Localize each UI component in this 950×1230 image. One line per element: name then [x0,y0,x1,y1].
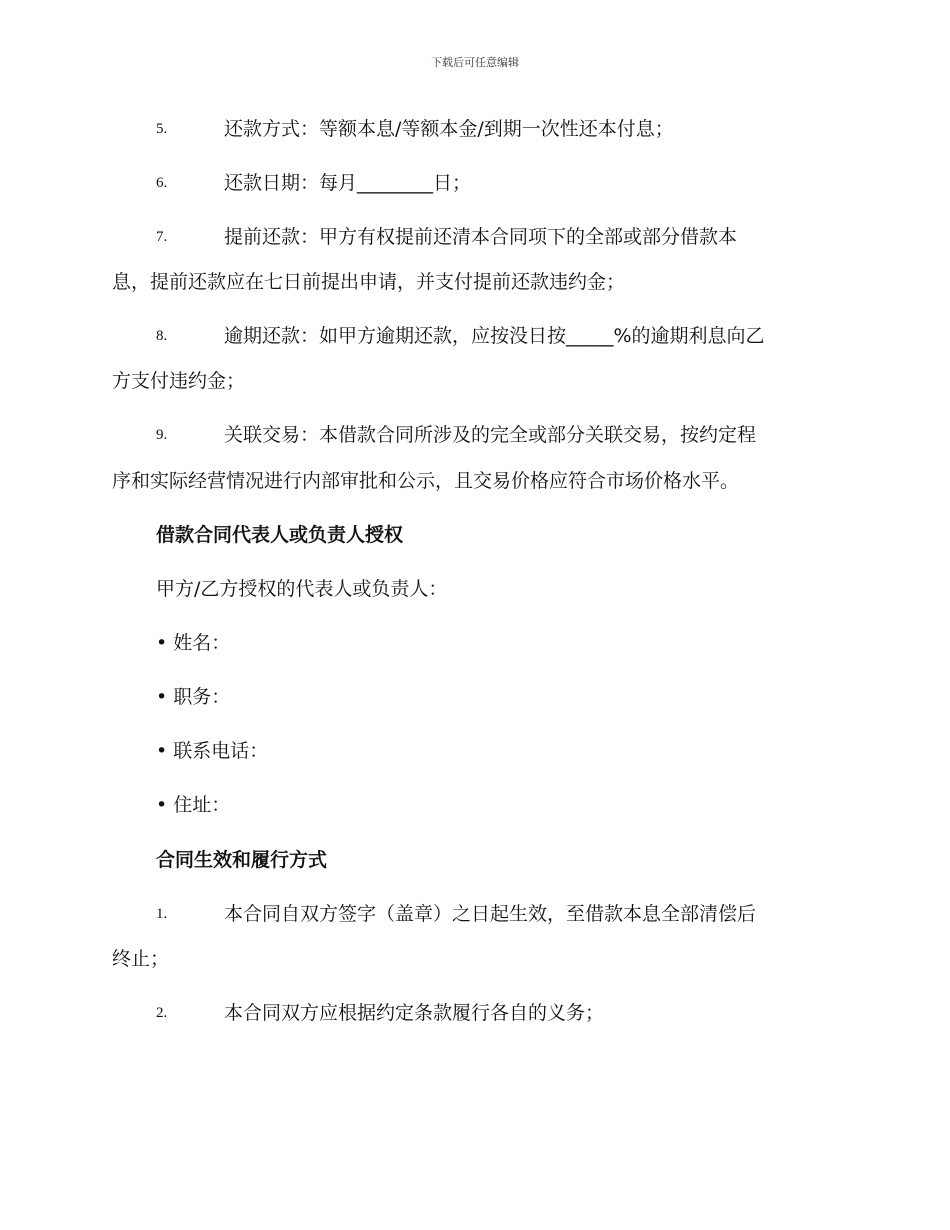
item-text: 方支付违约金； [112,370,246,392]
list-item [0,222,950,252]
section-heading: 借款合同代表人或负责人授权 [156,524,404,546]
item-number: 8. [156,328,168,344]
item-text: 还款方式：等额本息/等额本金/到期一次性还本付息； [224,118,674,140]
list-item [0,420,950,450]
bullet-text: • 联系电话： [156,740,269,762]
item-text: 序和实际经营情况进行内部审批和公示，且交易价格应符合市场价格水平。 [112,470,740,492]
section-heading: 合同生效和履行方式 [156,849,328,871]
item-number: 1. [156,906,168,922]
item-number: 7. [156,229,168,245]
item-number: 2. [156,1005,168,1021]
section-heading-authorization [0,520,950,550]
item-text: 本合同自双方签字（盖章）之日起生效，至借款本息全部清偿后 [224,903,757,925]
bullet-item-address [0,790,950,820]
item-text: 逾期还款：如甲方逾期还款，应按没日按_____%的逾期利息向乙 [224,325,765,347]
item-continuation [0,366,950,396]
intro-text: 甲方/乙方授权的代表人或负责人： [156,578,448,600]
item-text: 提前还款：甲方有权提前还清本合同项下的全部或部分借款本 [224,226,738,248]
page-header: 下载后可任意编辑 [431,56,519,69]
section-intro [0,574,950,604]
bullet-item-name [0,628,950,658]
item-continuation [0,466,950,496]
item-text: 终止； [112,948,170,970]
item-number: 6. [156,175,168,191]
item-number: 5. [156,121,168,137]
bullet-text: • 姓名： [156,632,231,654]
item-text: 关联交易：本借款合同所涉及的完全或部分关联交易，按约定程 [224,424,757,446]
bullet-text: • 住址： [156,794,231,816]
item-continuation [0,267,950,297]
list-item [0,114,950,144]
list-item [0,321,950,351]
item-continuation [0,944,950,974]
item-text: 息，提前还款应在七日前提出申请，并支付提前还款违约金； [112,271,626,293]
section-heading-effect [0,845,950,875]
list-item [0,168,950,198]
list-item [0,899,950,929]
list-item [0,998,950,1028]
item-number: 9. [156,427,168,443]
item-text: 本合同双方应根据约定条款履行各自的义务； [224,1002,605,1024]
bullet-text: • 职务： [156,686,231,708]
bullet-item-phone [0,736,950,766]
item-text: 还款日期：每月________日； [224,172,472,194]
bullet-item-position [0,682,950,712]
